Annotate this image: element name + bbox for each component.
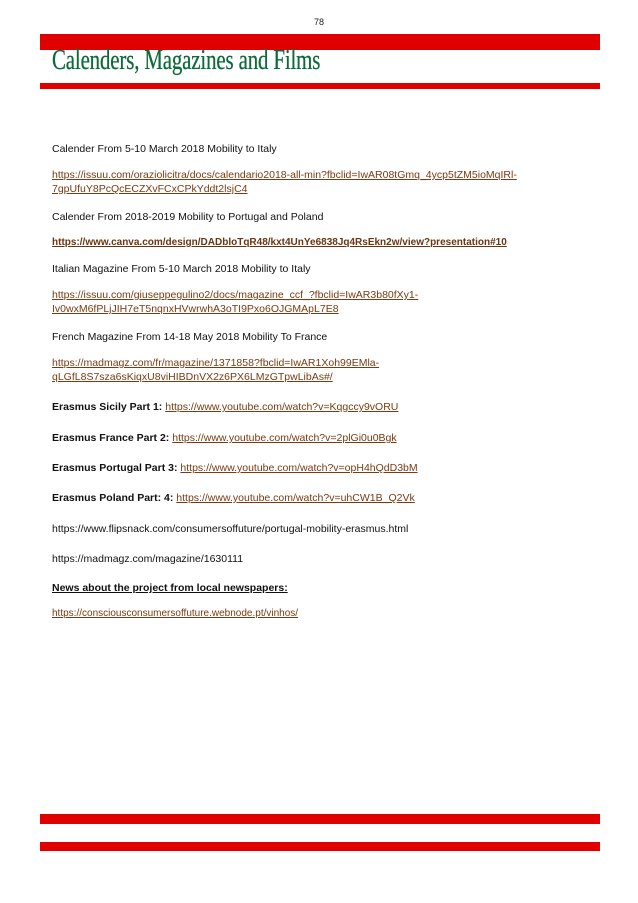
header-red-band-bottom [40,83,600,89]
erasmus-france-link[interactable]: https://www.youtube.com/watch?v=2plGi0u0Bgk [172,432,397,444]
calender-italy-link[interactable] [52,168,592,196]
flipsnack-url: https://www.flipsnack.com/consumersoffuture/portugal-mobility-erasmus.html [52,523,409,535]
erasmus-sicily-row [52,400,592,414]
erasmus-sicily-link[interactable]: https://www.youtube.com/watch?v=Kqgccy9vORU [165,401,399,413]
calender-italy-label: Calender From 5-10 March 2018 Mobility to Italy [52,143,277,155]
news-heading [52,581,592,595]
magazine-france-link[interactable] [52,356,592,384]
calender-italy-link-line-1[interactable]: https://issuu.com/oraziolicitra/docs/calendario2018-all-min?fbclid=IwAR08tGmq_4ycp5tZM5ioMqIRl- [52,169,517,181]
magazine-france-link-line-1[interactable]: https://madmagz.com/fr/magazine/1371858?fbclid=IwAR1Xoh99EMla- [52,357,380,369]
magazine-france-link-line-2[interactable]: qLGfL8S7sza6sKiqxU8viHIBDnVX2z6PX6LMzGTpwLibAs#/ [52,371,333,383]
magazine-italy-label: Italian Magazine From 5-10 March 2018 Mobility to Italy [52,263,311,275]
page-number: 78 [313,17,324,27]
madmagz-url: https://madmagz.com/magazine/1630111 [52,553,244,565]
erasmus-poland-link[interactable]: https://www.youtube.com/watch?v=uhCW1B_Q2Vk [176,492,415,504]
magazine-italy-link-line-2[interactable]: Iv0wxM6fPLjJIH7eT5nqnxHVwrwhA3oTI9Pxo6OJGMApL7E8 [52,303,339,315]
magazine-italy-link[interactable] [52,288,592,316]
erasmus-france-label: Erasmus France Part 2: [52,432,170,444]
news-link-row [52,606,592,621]
erasmus-poland-label: Erasmus Poland Part: 4: [52,492,174,504]
erasmus-sicily-label: Erasmus Sicily Part 1: [52,401,163,413]
erasmus-france-row [52,431,592,445]
calender-portugal-label: Calender From 2018-2019 Mobility to Portugal and Poland [52,211,324,223]
magazine-italy-link-line-1[interactable]: https://issuu.com/giuseppegulino2/docs/magazine_ccf_?fbclid=IwAR3b80fXy1- [52,289,419,301]
erasmus-portugal-label: Erasmus Portugal Part 3: [52,462,178,474]
erasmus-portugal-link[interactable]: https://www.youtube.com/watch?v=opH4hQdD3bM [180,462,418,474]
news-link[interactable]: https://consciousconsumersoffuture.webnode.pt/vinhos/ [52,608,299,619]
footer-red-band-bottom [40,842,600,851]
erasmus-portugal-row [52,461,592,475]
erasmus-poland-row [52,491,592,505]
calender-italy-link-line-2[interactable]: 7gpUfuY8PcQcECZXvFCxCPkYddt2lsjC4 [52,183,248,195]
magazine-france-label: French Magazine From 14-18 May 2018 Mobility To France [52,331,328,343]
footer-red-band-top [40,814,600,824]
news-label: News about the project from local newspapers: [52,582,288,594]
calender-portugal-link-row [52,235,592,250]
calender-portugal-link[interactable]: https://www.canva.com/design/DADbloTqR48/kxt4UnYe6838Jq4RsEkn2w/view?presentation#10 [52,237,507,248]
page-title: Calenders, Magazines and Films [52,44,321,76]
